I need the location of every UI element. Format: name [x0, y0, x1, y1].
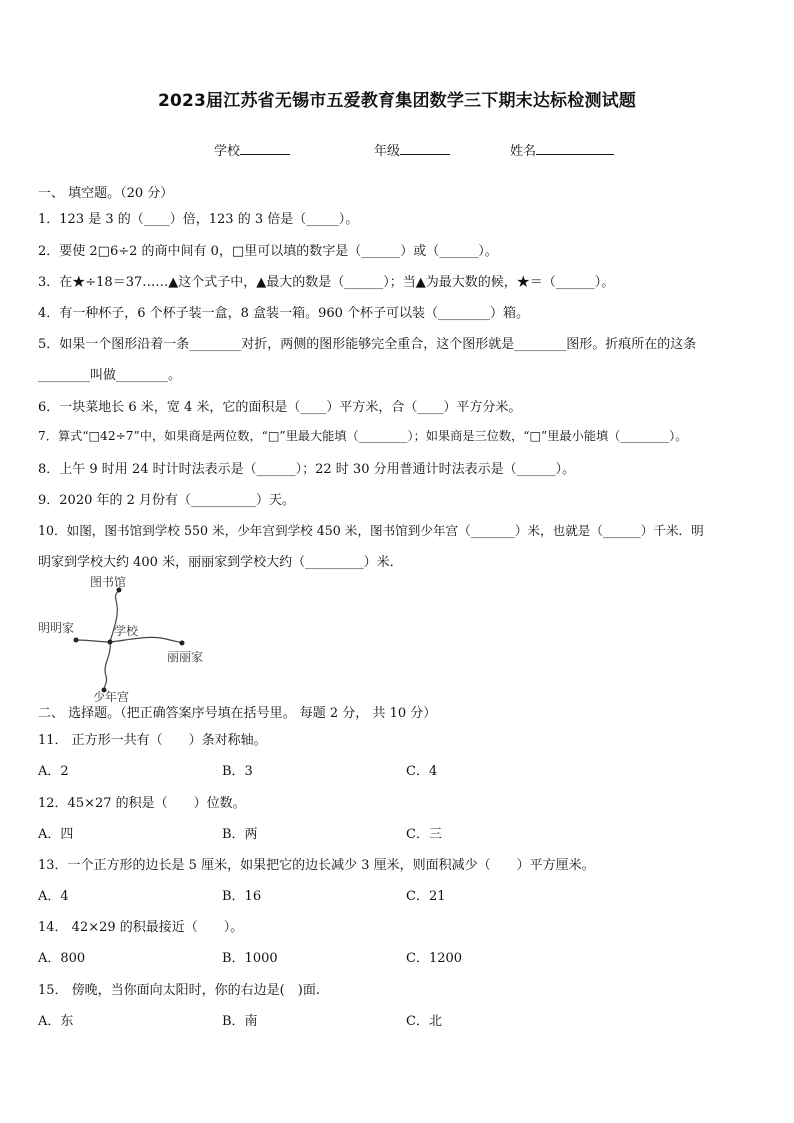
section-heading-fill-in: 一、 填空题。（20 分）: [38, 186, 174, 201]
option-b[interactable]: B．两: [222, 827, 258, 842]
question-10-line-1: 10．如图，图书馆到学校 550 米，少年宫到学校 450 米，图书馆到少年宫（_______）米，也就是（______）千米．明: [38, 523, 704, 538]
page-title: 2023届江苏省无锡市五爱教育集团数学三下期末达标检测试题: [157, 91, 637, 111]
mingming-point: [74, 638, 79, 643]
question-12: 12．45×27 的积是（ ）位数。: [38, 796, 246, 811]
road-to-lili: [110, 637, 182, 643]
option-a[interactable]: A．4: [38, 889, 69, 904]
option-c[interactable]: C．21: [406, 889, 446, 904]
lili-point: [180, 641, 185, 646]
option-a[interactable]: A．东: [38, 1014, 74, 1029]
option-c[interactable]: C．北: [406, 1014, 442, 1029]
question-2: 2．要使 2□6÷2 的商中间有 0，□里可以填的数字是（______）或（______）。: [38, 244, 498, 259]
question-3: 3．在★÷18＝37……▲这个式子中，▲最大的数是（______）；当▲为最大数的候，★＝（______）。: [38, 275, 615, 290]
grade-field[interactable]: [374, 140, 450, 159]
question-4: 4．有一种杯子，6 个杯子装一盒，8 盒装一箱。960 个杯子可以装（________）箱。: [38, 306, 530, 321]
question-11: 11． 正方形一共有（ ）条对称轴。: [38, 733, 267, 748]
school-field[interactable]: [214, 140, 290, 159]
option-a[interactable]: A．800: [38, 951, 86, 966]
question-5-line-1: 5．如果一个图形沿着一条________对折，两侧的图形能够完全重合，这个图形就是________图形。折痕所在的这条: [38, 337, 697, 352]
section-heading-choice: 二、 选择题。（把正确答案序号填在括号里。 每题 2 分， 共 10 分）: [38, 706, 437, 721]
option-b[interactable]: B．3: [222, 764, 253, 779]
school-label: 学校: [114, 624, 139, 638]
question-8: 8．上午 9 时用 24 时计时法表示是（______）；22 时 30 分用普通计时法表示是（______）。: [38, 462, 576, 477]
question-7: 7．算式“□42÷7”中，如果商是两位数，“□”里最大能填（________）；如果商是三位数，“□”里最小能填（________）。: [38, 429, 688, 443]
grade-label: 年级: [374, 144, 401, 159]
location-map-diagram: [30, 572, 240, 702]
name-label: 姓名: [510, 144, 537, 159]
school-point: [108, 640, 113, 645]
option-b[interactable]: B．16: [222, 889, 262, 904]
question-6: 6．一块菜地长 6 米，宽 4 米，它的面积是（____）平方米，合（____）平方分米。: [38, 400, 522, 415]
lili-label: 丽丽家: [167, 650, 204, 664]
option-c[interactable]: C．三: [406, 827, 442, 842]
option-a[interactable]: A．2: [38, 764, 69, 779]
question-13: 13．一个正方形的边长是 5 厘米，如果把它的边长减少 3 厘米，则面积减少（ ）平方厘米。: [38, 858, 595, 873]
option-b[interactable]: B．南: [222, 1014, 258, 1029]
road-to-mingming: [76, 640, 110, 642]
question-15: 15． 傍晚，当你面向太阳时，你的右边是( )面.: [38, 983, 320, 998]
mingming-label: 明明家: [38, 621, 75, 635]
option-a[interactable]: A．四: [38, 827, 74, 842]
road-to-youth-palace: [104, 642, 110, 690]
option-c[interactable]: C．4: [406, 764, 438, 779]
name-field[interactable]: [510, 140, 614, 159]
library-label: 图书馆: [90, 575, 127, 589]
option-c[interactable]: C．1200: [406, 951, 463, 966]
question-10-line-2: 明家到学校大约 400 米，丽丽家到学校大约（_________）米．: [38, 555, 403, 570]
youth-palace-label: 少年宫: [93, 689, 130, 702]
question-1: 1．123 是 3 的（____）倍，123 的 3 倍是（_____）。: [38, 212, 359, 227]
question-9: 9．2020 年的 2 月份有（__________）天。: [38, 493, 296, 508]
school-label: 学校: [214, 144, 241, 159]
question-5-line-2: ________叫做________。: [38, 368, 182, 383]
option-b[interactable]: B．1000: [222, 951, 278, 966]
question-14: 14． 42×29 的积最接近（ ）。: [38, 920, 244, 935]
